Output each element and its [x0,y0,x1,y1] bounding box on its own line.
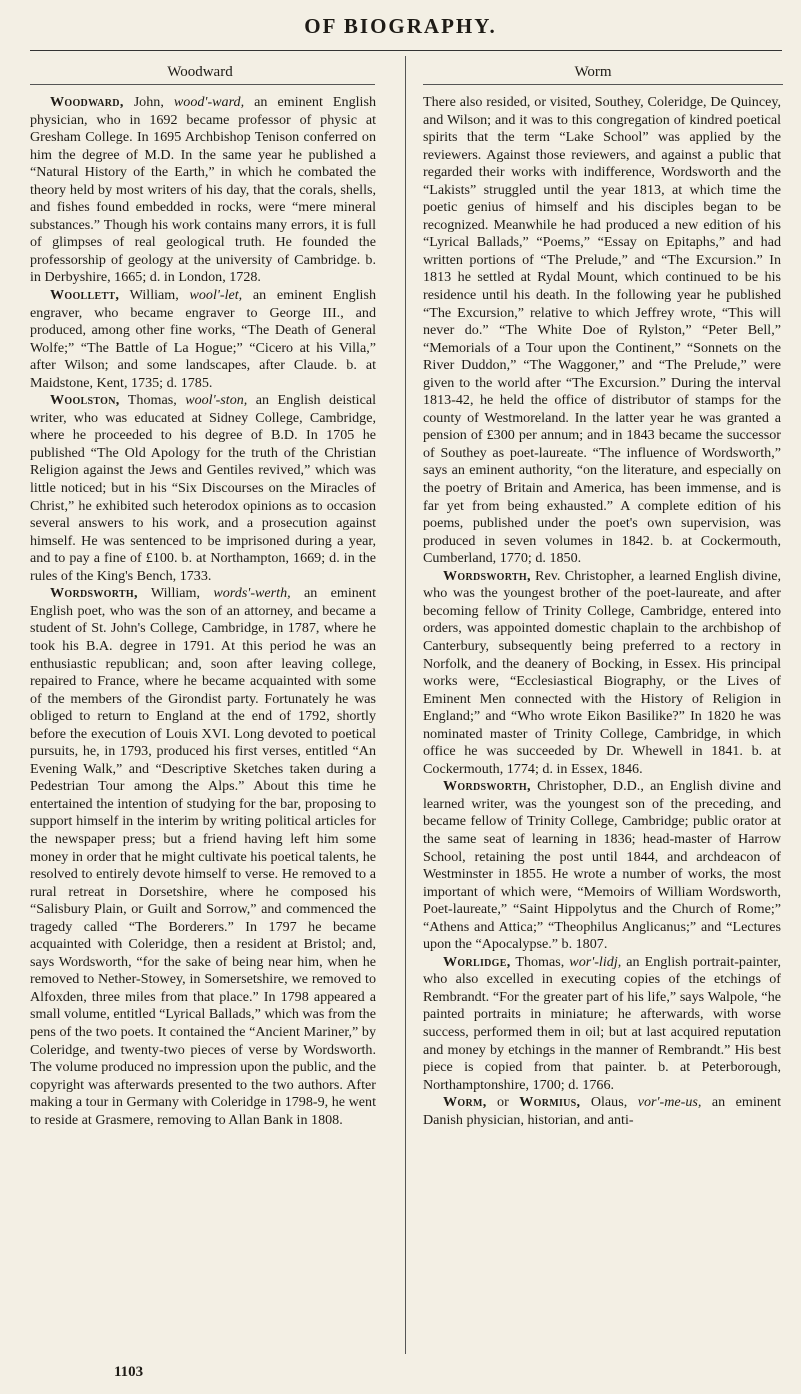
headword: Worm, [443,1094,487,1111]
headword: Wordsworth, [443,778,531,795]
headword: Woodward, [50,94,124,110]
headword: Wordsworth, [50,585,138,602]
headword: Woolston, [50,392,120,409]
left-column [30,94,376,1129]
pronunciation: wood'-ward, [173,94,245,110]
pronunciation: wool'-ston, [185,392,248,409]
pronunciation: words'-werth, [213,585,291,602]
page-number: 1103 [114,1364,144,1380]
right-column [423,94,781,1129]
entry-worlidge: Worlidge, Thomas, wor'-lidj, an English portrait-painter, who also excelled in executing copies of the etchings of Rembrandt. “For the greater part of his life,” says Walpole, “he painted portraits in miniature; he afterwards, with worse success, performed them in oil; but at last acquired reputation and money by etchings in the manner of Rembrandt.” His best piece is copied from that painter. b. at Peterborough, Northamptonshire, 1700; d. 1766. [423,953,781,1093]
entry-wordsworth-christopher: Wordsworth, Christopher, D.D., an English divine and learned writer, was the youngest son of the preceding, and became fellow of Trinity College, Cambridge; public orator at the same seat of learning in 1836; head-master of Harrow School, retaining the post until 1844, and archdeacon of Westminster in 1855. He wrote a number of works, the most important of which were, “Memoirs of William Wordsworth, Poet-laureate,” “Saint Hippolytus and the Church of Rome;” “Athens and Attica;” “Theophilus Anglicanus;” and “Lectures upon the “Apocalypse.” b. 1807. [423,778,781,953]
right-head-rule [423,84,783,85]
entry-continuation: There also resided, or visited, Southey, Coleridge, De Quincey, and Wilson; and it was to this congregation of kindred poetical spirits that the term “Lake School” was applied by the reviewers. Against those reviewers, and against a public that regarded their works with indifference, Wordsworth and the “Lakists” struggled until the year 1813, at which time the poetic genius of himself and his disciples began to be recognized. Meanwhile he had produced a new edition of his “Lyrical Ballads,” “Poems,” “Essay on Epitaphs,” and had written portions of “The Prelude,” and “The Excursion.” In 1813 he settled at Rydal Mount, which continued to be his residence until his death. In the following year he published “The Excursion,” relative to which Jeffrey wrote, “This will never do.” “The White Doe of Rylston,” “Peter Bell,” “Memorials of a Tour upon the Continent,” “Sonnets on the River Duddon,” “The Waggoner,” and “The Prelude,” were given to the world after “The Excursion.” During the interval 1813-42, he held the office of distributor of stamps for the county of Westmoreland. In the latter year he was granted a pension of £300 per annum; and in 1843 became the successor of Southey as poet-laureate. “The influence of Wordsworth,” says an eminent authority, “on the literature, and especially on the poetry of Britain and America, has been immense, and is far yet from being exhausted.” A complete edition of his poems, published under the poet's own supervision, was produced in seven volumes in 1842. b. at Cockermouth, Cumberland, 1770; d. 1850. [423,94,781,567]
pronunciation: vor'-me-us, [637,1094,702,1111]
headword: Wordsworth, [443,567,531,584]
entry-woollett: Woollett, William, wool'-let, an eminent English engraver, who became engraver to George III., and produced, among other fine works, “The Death of General Wolfe;” “The Battle of La Hogue;” “Cicero at his Villa,” after Wilson; and some landscapes, after Claude. b. at Maidstone, Kent, 1735; d. 1785. [30,287,376,391]
headword: Wormius, [519,1094,581,1111]
pronunciation: wor'-lidj, [569,953,622,970]
entry-wordsworth-william: Wordsworth, William, words'-werth, an eminent English poet, who was the son of an attorney, and became a student of St. John's College, Cambridge, in 1787, where he took his B.A. degree in 1791. At this period he was an enthusiastic republican; and, soon after leaving college, repaired to France, where he became acquainted with some of the members of the Girondist party. Fortunately he was obliged to return to England at the end of 1792, shortly before the execution of Louis XVI. Long devoted to poetical pursuits, he, in 1793, produced his first verses, entitled “An Evening Walk,” and “Descriptive Sketches taken during a Pedestrian Tour among the Alps.” About this time he entertained the intention of studying for the bar, proposing to support himself in the interim by writing political articles for the newspaper press; but a friend having left him some money in order that he might cultivate his poetical talents, he resolved to entirely devote himself to verse. He removed to a rural retreat in Dorsetshire, where he composed his “Salisbury Plain, or Guilt and Sorrow,” and commenced the tragedy called “The Borderers.” In 1797 he became acquainted with Coleridge, then a resident at Bristol; and, says Wordsworth, “for the sake of being near him, when he removed to Nether-Stowey, in Somersetshire, we removed to Alfoxden, three miles from that place.” In 1798 appeared a small volume, entitled “Lyrical Ballads,” which was from the pens of the two poets. It contained the “Ancient Mariner,” by Coleridge, and twenty-two pieces of verse by Wordsworth. The volume produced no impression upon the public, and the copyright was afterwards presented to the two authors. After making a tour in Germany with Coleridge in 1798-9, he went to reside at Grasmere, removing to Allan Bank in 1808. [30,585,377,1128]
entry-wordsworth-rev-christopher: Wordsworth, Rev. Christopher, a learned English divine, who was the youngest brother of the poet-laureate, and after becoming fellow of Trinity College, Cambridge, entered into orders, was appointed domestic chaplain to the archbishop of Canterbury, subsequently being preferred to a rectory in Norfolk, and the deanery of Bocking, in Essex. His principal works were, “Ecclesiastical Biography, or the Lives of Eminent Men connected with the History of Religion in England;” and “Who wrote Eikon Basilike?” In 1820 he was nominated master of Trinity College, Cambridge, in which office he was succeeded by Dr. Whewell in 1841. b. at Cockermouth, 1774; d. in Essex, 1846. [423,567,781,777]
entry-worm: Worm, or Wormius, Olaus, vor'-me-us, an eminent Danish physician, historian, and anti- [423,1094,782,1128]
left-running-head: Woodward [167,64,233,80]
header-rule [30,50,782,51]
entry-woodward: Woodward, John, wood'-ward, an eminent English physician, who in 1692 became professor of physic at Gresham College. In 1695 Archbishop Tenison conferred on him the degree of M.D. In the same year he published a “Natural History of the Earth,” in which he combated the theory held by most writers of his day, that the corals, shells, and fishes found embedded in rocks, were “mere mineral substances.” Though his work contains many errors, it is full of glimpses of real geological truth. He founded the professorship of geology at the university of Cambridge. b. in Derbyshire, 1665; d. in London, 1728. [30,94,376,286]
right-running-head: Worm [574,64,612,80]
pronunciation: wool'-let, [189,287,243,304]
headword: Worlidge, [443,953,511,970]
column-divider [405,56,406,1354]
entry-woolston: Woolston, Thomas, wool'-ston, an English deistical writer, who was educated at Sidney College, Cambridge, where he proceeded to his degree of B.D. In 1705 he published “The Old Apology for the truth of the Christian Religion against the Jews and Gentiles revived,” which was little noticed; but in his “Six Discourses on the Miracles of Christ,” he exhibited such heterodox opinions as to occasion several answers to his work, and a prosecution against himself. He was sentenced to be imprisoned during a year, and to pay a fine of £100. b. at Northampton, 1669; d. in the rules of the King's Bench, 1733. [30,392,376,584]
page-title: OF BIOGRAPHY. [304,14,497,38]
left-head-rule [30,84,375,85]
headword: Woollett, [50,287,120,304]
